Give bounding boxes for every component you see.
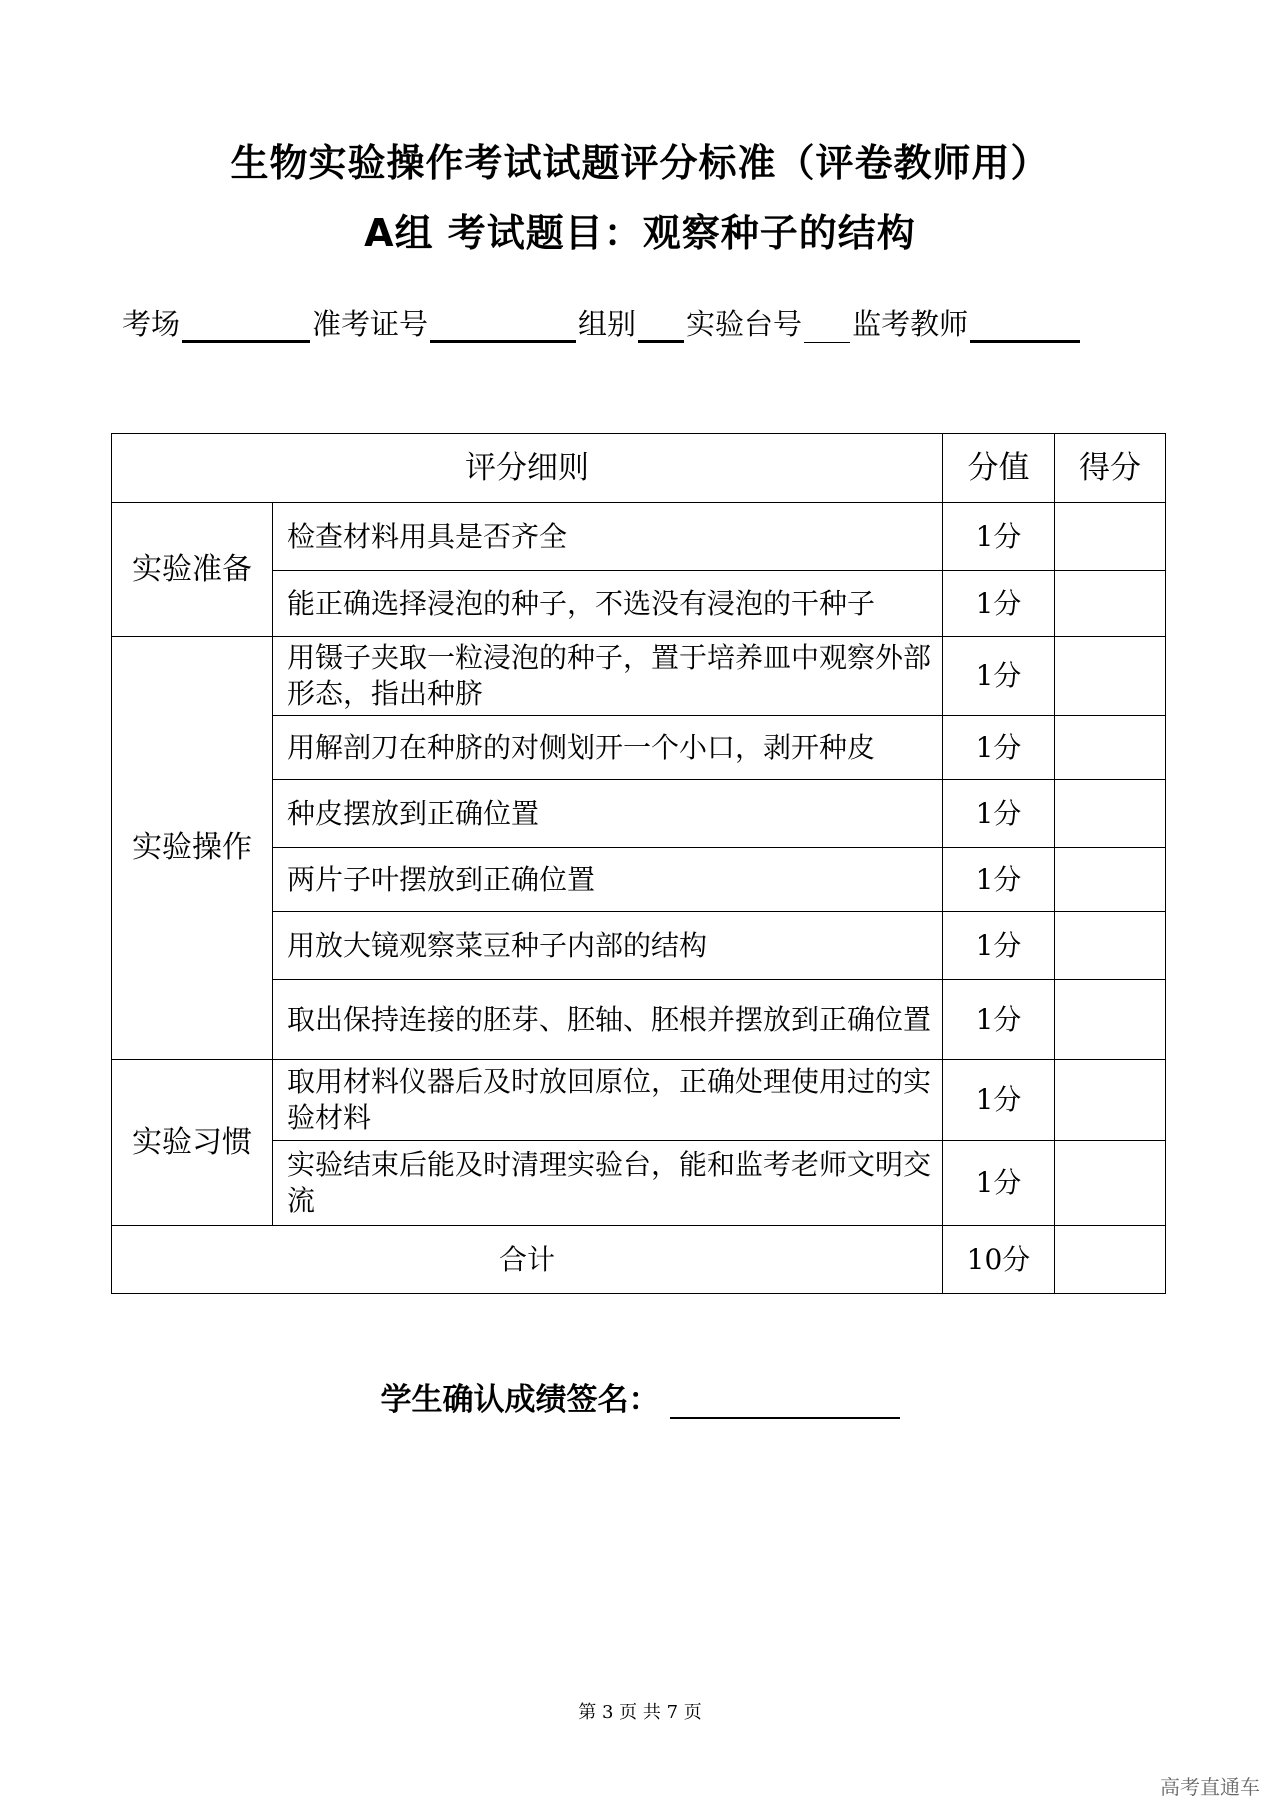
score-cell[interactable] [1055, 1060, 1166, 1141]
signature-row [0, 1374, 1280, 1419]
criteria-cell: 两片子叶摆放到正确位置 [273, 848, 943, 912]
points-cell: 1分 [943, 1060, 1055, 1141]
points-cell: 1分 [943, 1141, 1055, 1226]
points-cell: 1分 [943, 780, 1055, 848]
group-label: 组别 [578, 307, 637, 341]
score-cell[interactable] [1055, 503, 1166, 571]
score-cell[interactable] [1055, 780, 1166, 848]
signature-label: 学生确认成绩签名： [380, 1382, 660, 1418]
exam-subtitle: A组 考试题目：观察种子的结构 [364, 211, 916, 255]
table-row [112, 637, 1166, 716]
score-cell[interactable] [1055, 1141, 1166, 1226]
criteria-header: 评分细则 [112, 434, 943, 503]
criteria-cell: 用镊子夹取一粒浸泡的种子，置于培养皿中观察外部形态，指出种脐 [273, 637, 943, 716]
criteria-cell: 种皮摆放到正确位置 [273, 780, 943, 848]
ticket-no-label: 准考证号 [312, 307, 429, 341]
signature-field[interactable] [670, 1387, 900, 1419]
total-label: 合计 [112, 1226, 943, 1294]
points-cell: 1分 [943, 980, 1055, 1060]
total-score-cell[interactable] [1055, 1226, 1166, 1294]
table-row [112, 1060, 1166, 1141]
score-cell[interactable] [1055, 716, 1166, 780]
exam-room-label: 考场 [122, 307, 181, 341]
criteria-cell: 用解剖刀在种脐的对侧划开一个小口，剥开种皮 [273, 716, 943, 780]
criteria-cell: 能正确选择浸泡的种子，不选没有浸泡的干种子 [273, 571, 943, 637]
score-cell[interactable] [1055, 980, 1166, 1060]
category-cell: 实验习惯 [112, 1060, 273, 1226]
points-header: 分值 [943, 434, 1055, 503]
proctor-field[interactable] [970, 308, 1080, 343]
criteria-cell: 取用材料仪器后及时放回原位，正确处理使用过的实验材料 [273, 1060, 943, 1141]
points-cell: 1分 [943, 848, 1055, 912]
points-cell: 1分 [943, 912, 1055, 980]
group-field[interactable] [638, 308, 684, 343]
score-cell[interactable] [1055, 637, 1166, 716]
points-cell: 1分 [943, 637, 1055, 716]
watermark: 高考直通车 [1160, 1775, 1260, 1799]
points-cell: 1分 [943, 503, 1055, 571]
criteria-cell: 取出保持连接的胚芽、胚轴、胚根并摆放到正确位置 [273, 980, 943, 1060]
bench-no-label: 实验台号 [686, 307, 803, 341]
exam-room-field[interactable] [182, 308, 310, 343]
exam-info-row [122, 302, 1162, 343]
proctor-label: 监考教师 [852, 307, 969, 341]
total-row [112, 1226, 1166, 1294]
table-header-row [112, 434, 1166, 503]
points-cell: 1分 [943, 571, 1055, 637]
table-row [112, 503, 1166, 571]
score-cell[interactable] [1055, 848, 1166, 912]
score-cell[interactable] [1055, 571, 1166, 637]
total-points: 10分 [943, 1226, 1055, 1294]
ticket-no-field[interactable] [430, 308, 576, 343]
bench-no-field[interactable] [804, 310, 850, 343]
criteria-cell: 用放大镜观察菜豆种子内部的结构 [273, 912, 943, 980]
page-title: 生物实验操作考试试题评分标准（评卷教师用） [230, 141, 1050, 185]
criteria-cell: 检查材料用具是否齐全 [273, 503, 943, 571]
score-cell[interactable] [1055, 912, 1166, 980]
category-cell: 实验操作 [112, 637, 273, 1060]
page-number: 第 3 页 共 7 页 [578, 1702, 702, 1723]
category-cell: 实验准备 [112, 503, 273, 637]
points-cell: 1分 [943, 716, 1055, 780]
score-header: 得分 [1055, 434, 1166, 503]
scoring-table [111, 433, 1166, 1294]
criteria-cell: 实验结束后能及时清理实验台，能和监考老师文明交流 [273, 1141, 943, 1226]
